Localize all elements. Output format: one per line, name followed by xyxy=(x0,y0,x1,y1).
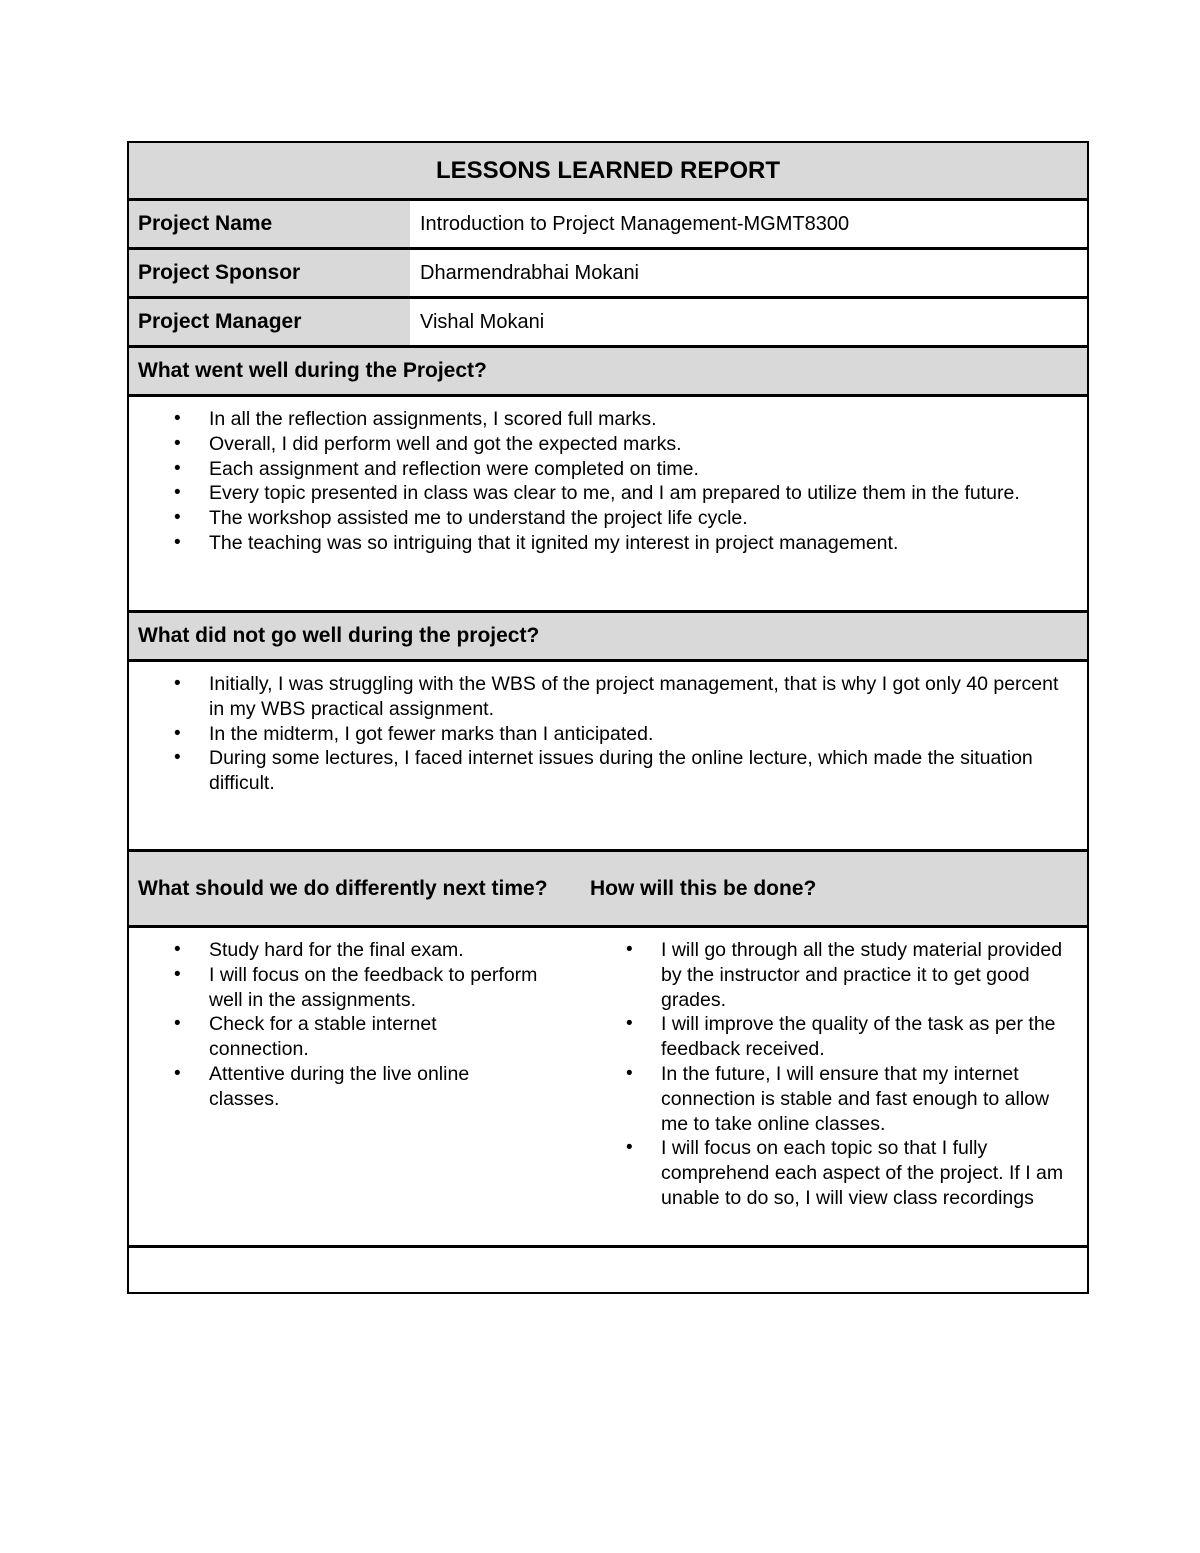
not-well-heading-row xyxy=(129,613,1087,662)
list-item: • In the midterm, I got fewer marks than I anticipated. xyxy=(129,722,1087,747)
project-name-label: Project Name xyxy=(129,201,410,247)
list-item: • Study hard for the final exam. xyxy=(129,938,581,963)
project-name-row xyxy=(129,201,1087,250)
list-item: • Attentive during the live online classes. xyxy=(129,1062,581,1112)
list-item: • I will focus on the feedback to perform well in the assignments. xyxy=(129,963,581,1013)
not-well-body xyxy=(129,662,1087,852)
went-well-list xyxy=(129,407,1087,556)
project-sponsor-value: Dharmendrabhai Mokani xyxy=(420,261,640,284)
list-item: • In the future, I will ensure that my internet connection is stable and fast enough to allow me to take online classes. xyxy=(581,1062,1087,1136)
list-item: • Initially, I was struggling with the WBS of the project management, that is why I got only 40 percent in my WBS practical assignment. xyxy=(129,672,1087,722)
next-time-heading-row xyxy=(129,852,1087,928)
project-sponsor-row xyxy=(129,250,1087,299)
not-well-heading: What did not go well during the project? xyxy=(138,624,540,647)
list-item: • In all the reflection assignments, I scored full marks. xyxy=(129,407,1087,432)
list-item: • During some lectures, I faced internet issues during the online lecture, which made the situation difficult. xyxy=(129,746,1087,796)
not-well-list xyxy=(129,672,1087,796)
how-done-heading: How will this be done? xyxy=(590,876,817,900)
lessons-learned-report xyxy=(127,141,1089,1294)
next-time-body xyxy=(129,928,1087,1248)
differently-list xyxy=(129,938,581,1112)
report-title-row xyxy=(129,143,1087,201)
project-manager-label: Project Manager xyxy=(129,299,410,345)
project-manager-row xyxy=(129,299,1087,348)
project-name-value: Introduction to Project Management-MGMT8300 xyxy=(420,212,850,235)
empty-footer-row xyxy=(129,1248,1087,1292)
differently-column xyxy=(129,938,581,1245)
how-done-column xyxy=(581,938,1087,1245)
went-well-heading: What went well during the Project? xyxy=(138,359,487,382)
differently-heading: What should we do differently next time? xyxy=(138,876,548,900)
went-well-body xyxy=(129,397,1087,613)
list-item: • Overall, I did perform well and got the expected marks. xyxy=(129,432,1087,457)
how-done-list xyxy=(581,938,1087,1211)
list-item: • Each assignment and reflection were completed on time. xyxy=(129,457,1087,482)
project-sponsor-label: Project Sponsor xyxy=(129,250,410,296)
went-well-heading-row xyxy=(129,348,1087,397)
list-item: • I will improve the quality of the task as per the feedback received. xyxy=(581,1012,1087,1062)
list-item: • Every topic presented in class was clear to me, and I am prepared to utilize them in the future. xyxy=(129,481,1087,506)
report-title: LESSONS LEARNED REPORT xyxy=(435,156,781,184)
list-item: • The workshop assisted me to understand the project life cycle. xyxy=(129,506,1087,531)
list-item: • Check for a stable internet connection. xyxy=(129,1012,581,1062)
list-item: • The teaching was so intriguing that it ignited my interest in project management. xyxy=(129,531,1087,556)
project-manager-value: Vishal Mokani xyxy=(420,310,545,333)
list-item: • I will go through all the study material provided by the instructor and practice it to get good grades. xyxy=(581,938,1087,1012)
list-item: • I will focus on each topic so that I fully comprehend each aspect of the project. If I am unable to do so, I will view class recordings xyxy=(581,1136,1087,1210)
